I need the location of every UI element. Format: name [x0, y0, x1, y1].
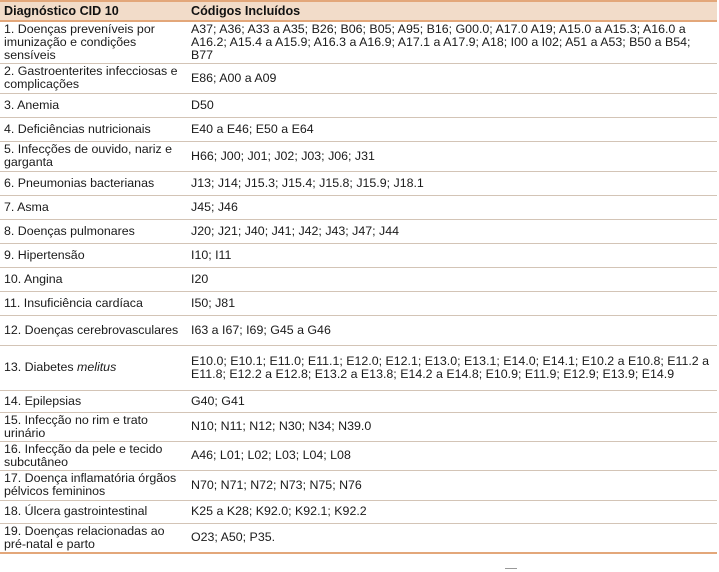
row-codes: E10.0; E10.1; E11.0; E11.1; E12.0; E12.1; E13.0; E13.1; E14.0; E14.1; E10.2 a E10.8; E11.2 a E11.8; E12.2 a E12.8; E13.2 a E13.8; E14.2 a E14.8; E10.9; E11.9; E12.9; E13.9; E14.9: [186, 345, 717, 390]
header-codigos: Códigos Incluídos: [186, 1, 717, 21]
row-label: 3. Anemia: [0, 93, 186, 117]
table-row: [0, 441, 717, 470]
table-row: [0, 141, 717, 171]
row-label: 14. Epilepsias: [0, 390, 186, 412]
row-label: 15. Infecção no rim e trato urinário: [0, 412, 186, 441]
row-codes: N70; N71; N72; N73; N75; N76: [186, 470, 717, 500]
row-codes: K25 a K28; K92.0; K92.1; K92.2: [186, 500, 717, 523]
table-row: [0, 21, 717, 63]
table-row: [0, 171, 717, 195]
row-codes: E86; A00 a A09: [186, 63, 717, 93]
row-codes: A46; L01; L02; L03; L04; L08: [186, 441, 717, 470]
table-row: [0, 470, 717, 500]
row-codes: O23; A50; P35.: [186, 523, 717, 553]
table-row: [0, 195, 717, 219]
row-label: 10. Angina: [0, 267, 186, 291]
row-codes: A37; A36; A33 a A35; B26; B06; B05; A95; B16; G00.0; A17.0 A19; A15.0 a A15.3; A16.0 a A16.2; A15.4 a A15.9; A16.3 a A16.9; A17.1 a A17.9; A18; I00 a I02; A51 a A53; B50 a B54; B77: [186, 21, 717, 63]
row-label: 1. Doenças preveníveis por imunização e condições sensíveis: [0, 21, 186, 63]
row-codes: I20: [186, 267, 717, 291]
row-label-prefix: 13. Diabetes: [4, 360, 78, 374]
row-label: 19. Doenças relacionadas ao pré-natal e parto: [0, 523, 186, 553]
table-header-row: [0, 1, 717, 21]
page-edge-mark: [505, 568, 517, 572]
row-label: 11. Insuficiência cardíaca: [0, 291, 186, 315]
table-row: [0, 267, 717, 291]
header-diagnostico: Diagnóstico CID 10: [0, 1, 186, 21]
table-row: [0, 219, 717, 243]
table-row: [0, 412, 717, 441]
table-row: [0, 523, 717, 553]
row-label: [0, 345, 186, 390]
row-label: 2. Gastroenterites infecciosas e complicações: [0, 63, 186, 93]
row-label: 16. Infecção da pele e tecido subcutâneo: [0, 441, 186, 470]
row-codes: E40 a E46; E50 a E64: [186, 117, 717, 141]
table-row: [0, 291, 717, 315]
row-codes: I10; I11: [186, 243, 717, 267]
row-label: 7. Asma: [0, 195, 186, 219]
row-codes: J13; J14; J15.3; J15.4; J15.8; J15.9; J18.1: [186, 171, 717, 195]
row-label: 9. Hipertensão: [0, 243, 186, 267]
row-label: 12. Doenças cerebrovasculares: [0, 315, 186, 345]
table-row: [0, 390, 717, 412]
row-label: 6. Pneumonias bacterianas: [0, 171, 186, 195]
row-codes: N10; N11; N12; N30; N34; N39.0: [186, 412, 717, 441]
row-label: 8. Doenças pulmonares: [0, 219, 186, 243]
row-label: 17. Doença inflamatória órgãos pélvicos femininos: [0, 470, 186, 500]
row-label: 4. Deficiências nutricionais: [0, 117, 186, 141]
row-label: 5. Infecções de ouvido, nariz e garganta: [0, 141, 186, 171]
table-row: [0, 63, 717, 93]
table-row: [0, 315, 717, 345]
row-codes: I63 a I67; I69; G45 a G46: [186, 315, 717, 345]
row-label-italic: melitus: [77, 360, 117, 374]
table-row: [0, 243, 717, 267]
table-row: [0, 500, 717, 523]
table-row: [0, 93, 717, 117]
table-row: [0, 117, 717, 141]
row-label: 18. Úlcera gastrointestinal: [0, 500, 186, 523]
row-codes: J20; J21; J40; J41; J42; J43; J47; J44: [186, 219, 717, 243]
row-codes: D50: [186, 93, 717, 117]
row-codes: I50; J81: [186, 291, 717, 315]
row-codes: J45; J46: [186, 195, 717, 219]
row-codes: H66; J00; J01; J02; J03; J06; J31: [186, 141, 717, 171]
row-codes: G40; G41: [186, 390, 717, 412]
table-row: [0, 345, 717, 390]
